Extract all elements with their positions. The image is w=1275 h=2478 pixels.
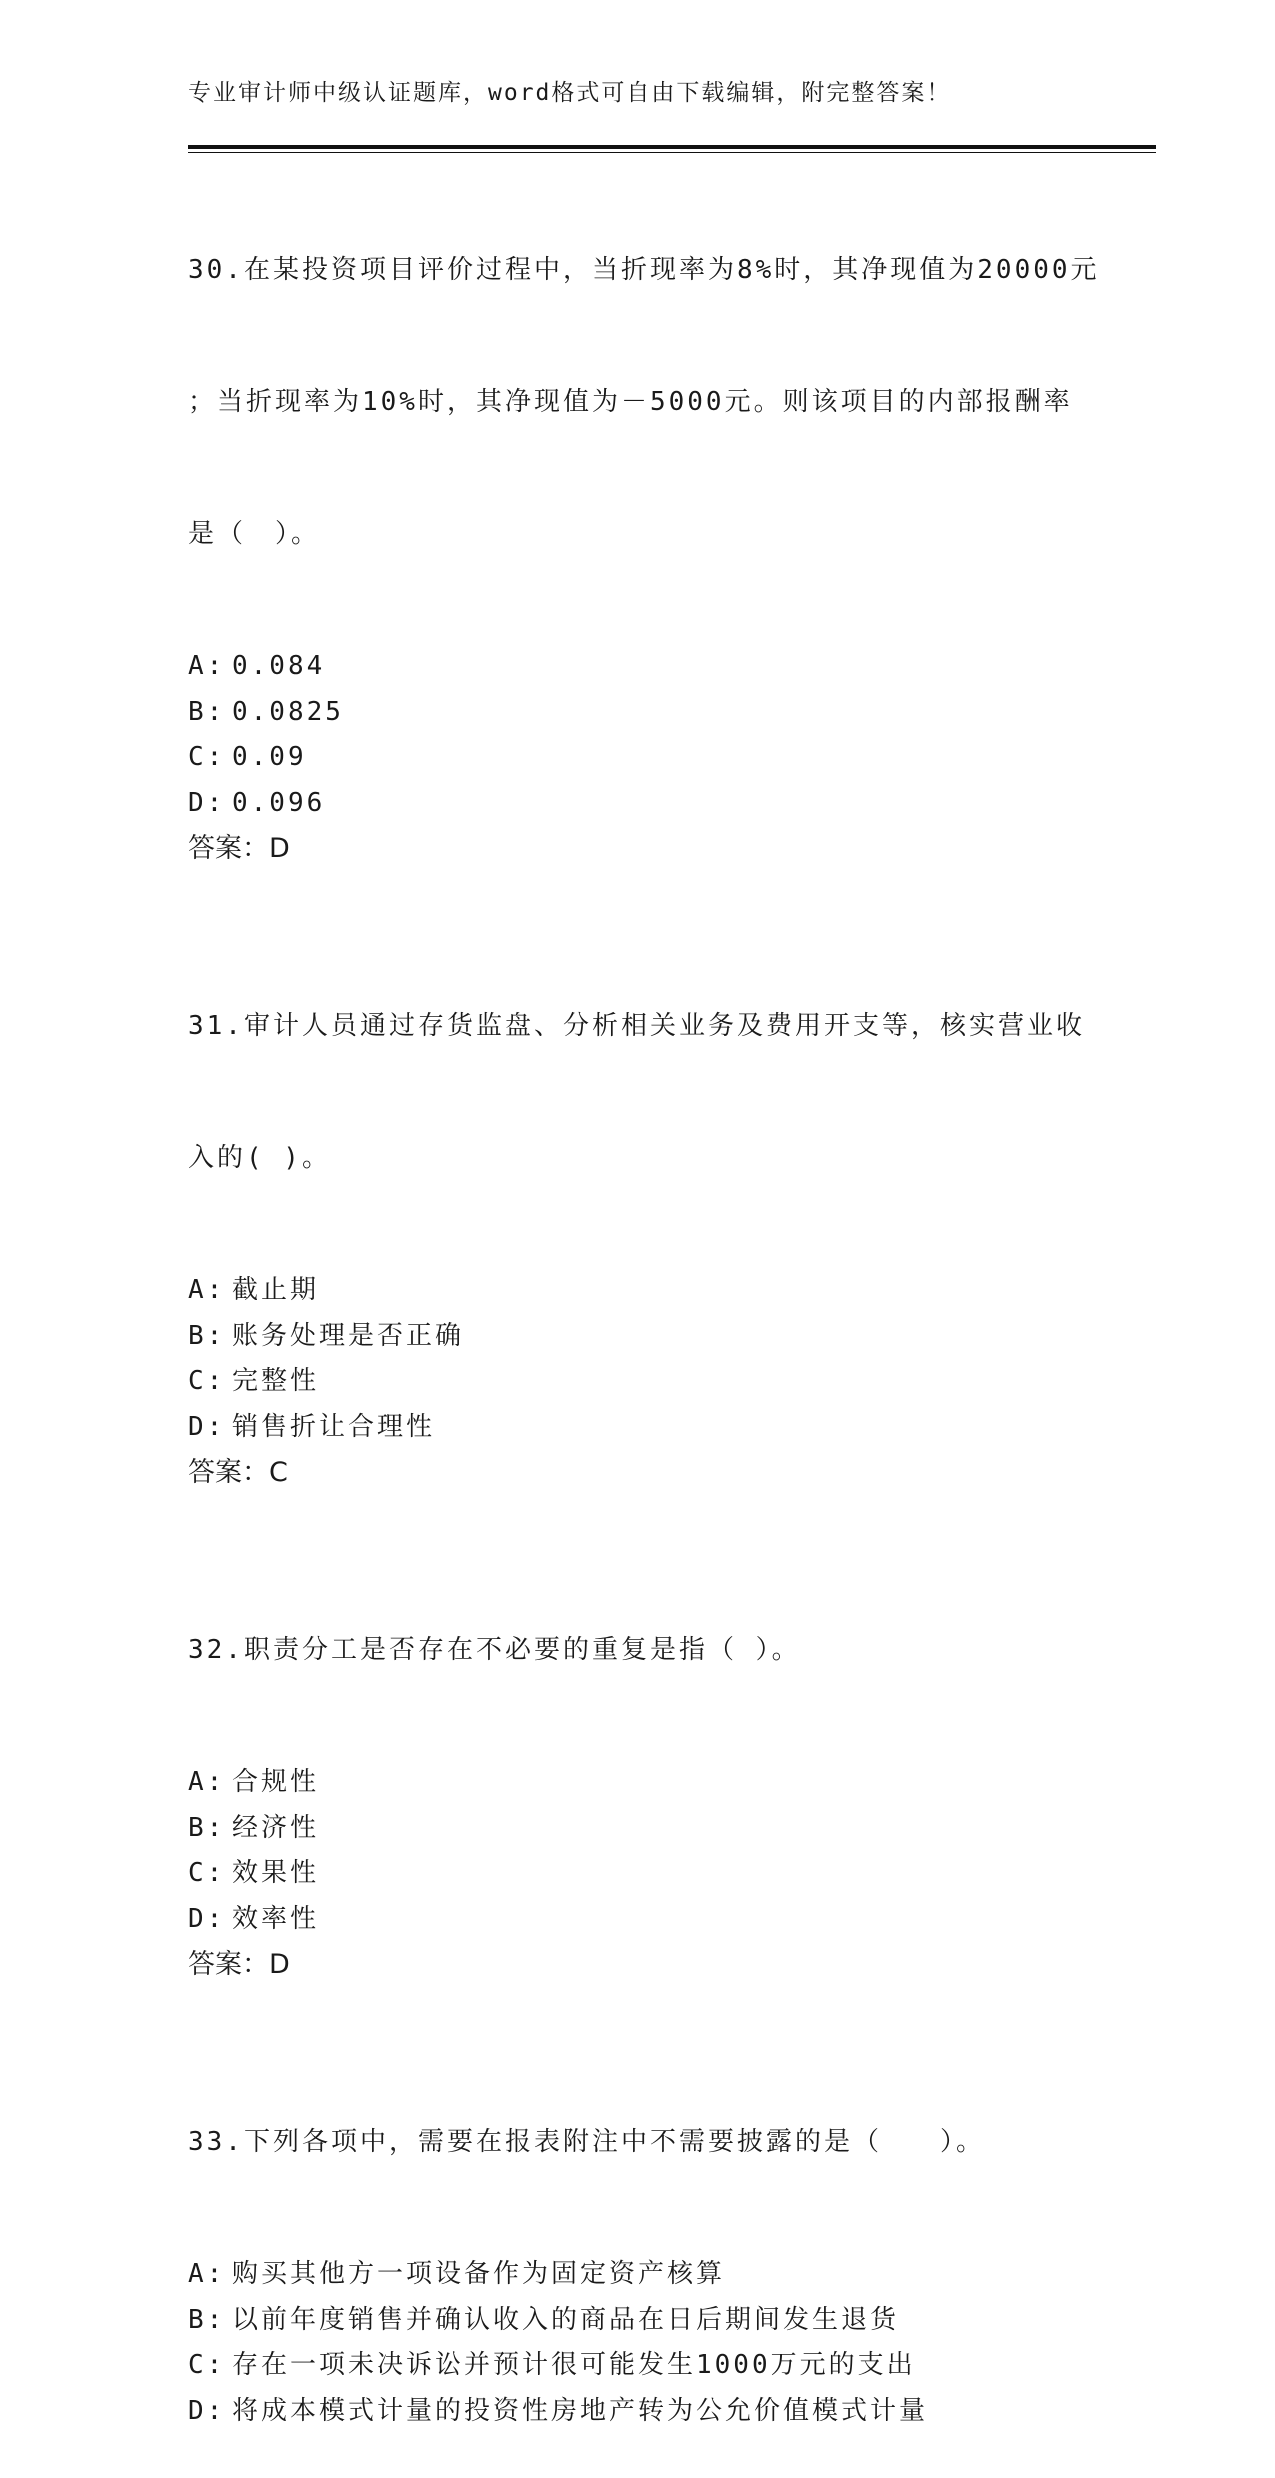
option-text: 效果性: [232, 1858, 320, 1888]
option-text: 存在一项未决诉讼并预计很可能发生1000万元的支出: [232, 2350, 916, 2380]
question-text: [188, 160, 1108, 644]
option-a: [188, 644, 1108, 690]
option-c: [188, 735, 1108, 781]
option-text: 购买其他方一项设备作为固定资产核算: [232, 2259, 726, 2289]
question-item: [188, 2032, 1108, 2434]
answer-line: 答案：C: [188, 1457, 288, 1488]
option-key: B:: [188, 2304, 226, 2335]
option-key: D:: [188, 1411, 226, 1442]
option-a: [188, 2252, 1108, 2298]
option-key: C:: [188, 1366, 226, 1396]
option-b: [188, 1806, 1108, 1852]
option-text: 0.0825: [232, 696, 344, 727]
question-line: 是（ ）。: [188, 519, 321, 549]
option-d: [188, 1897, 1108, 1943]
option-c: [188, 1851, 1108, 1897]
option-key: B:: [188, 696, 226, 727]
question-text: [188, 1540, 1108, 1760]
option-key: B:: [188, 1320, 226, 1351]
option-key: A:: [188, 1275, 226, 1305]
answer-line: 答案：D: [188, 833, 290, 864]
option-key: C:: [188, 742, 226, 772]
question-line: 31.审计人员通过存货监盘、分析相关业务及费用开支等，核实营业收: [188, 1011, 1085, 1041]
page-header: 专业审计师中级认证题库，word格式可自由下载编辑，附完整答案！: [188, 80, 952, 106]
question-item: [188, 916, 1108, 1496]
option-d: [188, 2389, 1108, 2435]
option-text: 以前年度销售并确认收入的商品在日后期间发生退货: [232, 2304, 900, 2335]
option-text: 销售折让合理性: [232, 1411, 436, 1442]
option-key: C:: [188, 2350, 226, 2380]
question-text: [188, 916, 1108, 1268]
option-text: 0.096: [232, 787, 326, 818]
option-text: 将成本模式计量的投资性房地产转为公允价值模式计量: [232, 2395, 929, 2426]
answer-line: 答案：D: [188, 1949, 290, 1980]
question-line: 32.职责分工是否存在不必要的重复是指（ ）。: [188, 1635, 801, 1665]
question-list: [188, 160, 1108, 2478]
header-rule-thick: [188, 145, 1156, 149]
option-key: A:: [188, 1767, 226, 1797]
option-text: 完整性: [232, 1366, 320, 1396]
option-text: 0.084: [232, 651, 326, 681]
option-key: C:: [188, 1858, 226, 1888]
question-line: 入的( )。: [188, 1143, 331, 1173]
option-key: D:: [188, 787, 226, 818]
option-d: [188, 781, 1108, 827]
option-b: [188, 1314, 1108, 1360]
question-text: [188, 2032, 1108, 2252]
option-text: 截止期: [232, 1275, 320, 1305]
option-key: A:: [188, 2259, 226, 2289]
option-b: [188, 690, 1108, 736]
option-c: [188, 2343, 1108, 2389]
option-d: [188, 1405, 1108, 1451]
question-line: 30.在某投资项目评价过程中，当折现率为8%时，其净现值为20000元: [188, 255, 1100, 285]
option-text: 效率性: [232, 1903, 320, 1934]
option-key: A:: [188, 651, 226, 681]
option-a: [188, 1760, 1108, 1806]
question-line: ；当折现率为10%时，其净现值为－5000元。则该项目的内部报酬率: [188, 387, 1073, 417]
option-key: D:: [188, 1903, 226, 1934]
question-item: [188, 160, 1108, 872]
option-text: 经济性: [232, 1812, 320, 1843]
option-b: [188, 2298, 1108, 2344]
option-key: D:: [188, 2395, 226, 2426]
option-c: [188, 1359, 1108, 1405]
option-a: [188, 1268, 1108, 1314]
option-text: 账务处理是否正确: [232, 1320, 465, 1351]
option-key: B:: [188, 1812, 226, 1843]
question-item: [188, 1540, 1108, 1988]
option-text: 合规性: [232, 1767, 320, 1797]
option-text: 0.09: [232, 742, 307, 772]
question-line: 33.下列各项中，需要在报表附注中不需要披露的是（ ）。: [188, 2127, 985, 2157]
header-rule-thin: [188, 152, 1156, 153]
